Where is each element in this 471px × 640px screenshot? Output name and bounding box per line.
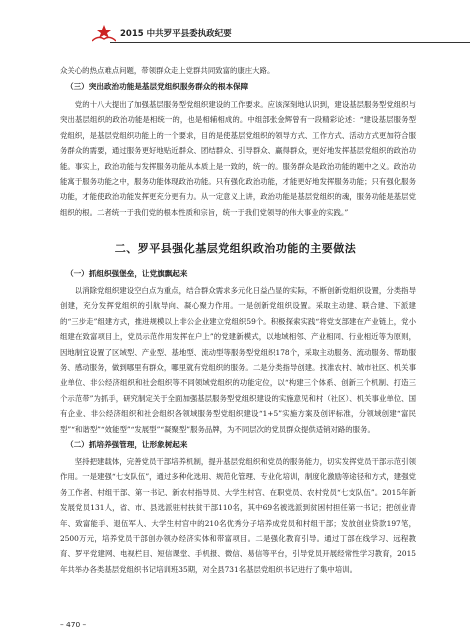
page-number: – 470 – <box>60 620 87 629</box>
party-emblem-icon <box>92 24 116 42</box>
subsection-2-heading: （二）抓培养强管理，让形象树起来 <box>66 440 188 449</box>
header-title: 2015 中共罗平县委执政纪要 <box>120 29 232 39</box>
subsection-1-body <box>60 283 416 437</box>
page-header <box>58 24 418 46</box>
section-2-heading: 二、罗平县强化基层党组织政治功能的主要做法 <box>114 242 357 255</box>
subsection-1-paragraph: 以消除党组织建设空白点为重点，结合群众需求多元化日益凸显的实际，不断创新党组织设置，分类指导创建，充分发挥党组织的引航导向、凝心聚力作用。一是创新党组织设置。采取主动建、联合建、下派建的“三步走”组建方式，推进规模以上非公企业建立党组织59个。积极探索实践“将党支部建在产业链上，党小组建在致富项目上，党员示范作用发挥在户上”的党建新模式，以地域相邻、产业相同、行业相近等为原则，因地制宜设置了区域型、产业型、基地型、流动型等服务型党组织178个，采取主动服务、流动服务、帮助服务、感动服务，做到哪里有群众，哪里就有党组织的服务。二是分类指导创建。找准农村、城市社区、机关事业单位、非公经济组织和社会组织等不同领域党组织的功能定位，以“构建三个体系、创新三个机制、打造三个示范带”为抓手，研究制定关于全面加强基层服务型党组织建设的实施意见和村（社区）、机关事业单位、国有企业、非公经济组织和社会组织各领域服务型党组织建设“1+5”实施方案及创评标准，分领域创建“富民型”“和谐型”“效能型”“发展型”“凝聚型”服务品牌，为不同层次的党员群众提供适销对路的服务。 <box>60 286 416 434</box>
intro-paragraph <box>60 63 416 78</box>
subsection-3-body <box>60 97 416 220</box>
intro-text: 众关心的热点难点问题，带领群众走上党群共同致富的康庄大路。 <box>60 66 275 75</box>
subsection-2-body <box>60 454 416 577</box>
subsection-2-paragraph: 坚持把建载体，完善党员干部培养机制，提升基层党组织和党员的服务能力，切实发挥党员干部示范引领作用。一是建强“七支队伍”，通过多种化选用、规范化管理、专业化培训，制度化激励等途径和方式，建强党务工作者、村组干部、第一书记、新农村指导员、大学生村官、在职党员、农村党员“七支队伍”。2015年新发展党员131人，省、市、县选派驻村扶贫干部110名，其中69名被选派到贫困村担任第一书记；把创业青年、致富能手、退伍军人、大学生村官中的210名优秀分子培养成党员和村组干部；发放创业贷款197笔，2500万元，培养党员干部创办领办经济实体和带富项目。二是强化教育引导。通过丁部在线学习、远程教育、罗平党建网、电视栏目、短信课堂、手机报、微信、易信等平台，引导党员开展经常性学习教育，2015年共举办各类基层党组织书记培训班35期，对全县731名基层党组织书记进行了集中培训。 <box>60 457 416 574</box>
header-rule <box>110 42 470 43</box>
subsection-1-heading: （一）抓组织强堡垒，让党旗飘起来 <box>66 269 188 278</box>
subsection-3-paragraph: 党的十八大提出了加强基层服务型党组织建设的工作要求。应该深刻地认识到，建设基层服务型党组织与突出基层组织的政治功能是相统一的，也是相辅相成的。中组部张金辉曾有一段精彩论述：“建设基层服务型党组织，是基层党组织功能上的一个要求，目的是使基层党组织的领导方式、工作方式、活动方式更加符合服务群众的需要，通过服务更好地贴近群众、团结群众、引导群众、赢得群众，更好地发挥基层党组织的政治功能。事实上，政治功能与发挥服务功能从本质上是一致的，统一的。服务群众是政治功能的题中之义。政治功能寓于服务功能之中，服务功能体现政治功能。只有强化政治功能，才能更好地发挥服务功能；只有强化服务功能，才能使政治功能发挥更充分更有力。从一定意义上讲，政治功能是基层党组织的魂，服务功能是基层党组织的根。二者统一于我们党的根本性质和宗旨，统一于我们党领导的伟大事业的实践。” <box>60 100 416 217</box>
subsection-3-heading: （三）突出政治功能是基层党组织服务群众的根本保障 <box>66 82 249 91</box>
